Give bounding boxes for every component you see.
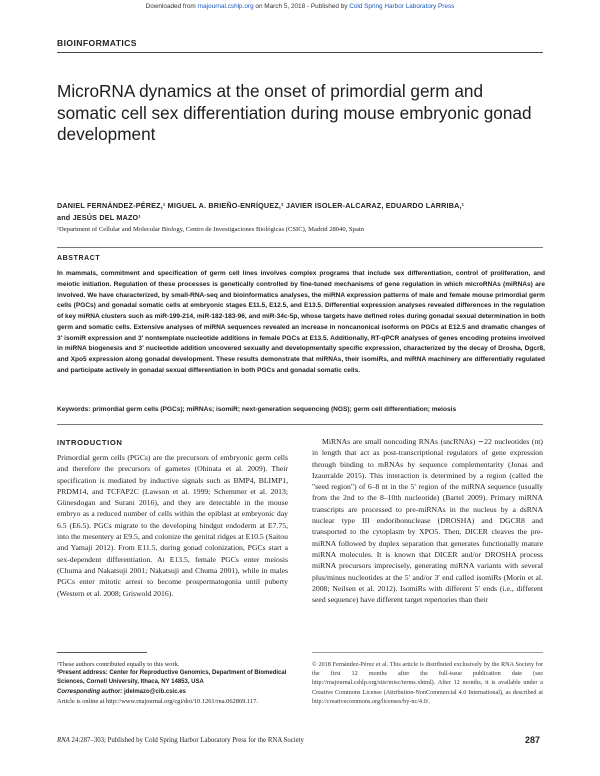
- intro-right-column: MiRNAs are small noncoding RNAs (sncRNAs) ∼22 nucleotides (nt) in length that act as post-transcriptional regulators of gene expression through binding to mRNAs by sequence complementarity (Jonas and Izaurralde 2015). This interaction is determined by a region (called the "seed region") of 6–8 nt in the 5′ region of the miRNA sequence (usually from the 2nd to the 8–10th nucleotide) (Bartel 2009). Primary miRNA transcripts are processed to pre-miRNAs in the nucleus by a dsRNA nuclear type III endoribonuclease (DROSHA) and DGCR8 and transported to the cytoplasm by XPO5. Then, DICER cleaves the pre-miRNA followed by duplex separation that generates functionally mature miRNA molecules. It is known that DICER and/or DROSHA process miRNA precursors imprecisely, generating miRNA variants with several plus/minus nucleotides at the 5′ and/or 3′ end called isomiRs (Morin et al. 2008; Neilsen et al. 2012). IsomiRs with different 5′ ends (i.e., different seed sequence) have different target repertories than their: [312, 437, 543, 605]
- footnote-present-address: ²Present address: Center for Reproductive Genomics, Department of Biomedical Sciences, Cornell University, Ithaca, NY 14853, USA: [57, 670, 287, 686]
- keywords-divider: [57, 424, 543, 425]
- corresponding-label: Corresponding author:: [57, 688, 123, 695]
- intro-left-column: Primordial germ cells (PGCs) are the precursors of embryonic germ cells and therefore the precursors of gametes (Ohinata et al. 2009). Their specification is mediated by inductive signals such as BMP4, BLIMP1, PRDM14, and TCFAP2C (Lawson et al. 1999; Schemmer et al. 2013; Günesdogan and Surani 2016), and they are detectable in the mouse embryo as a reduced number of cells within the epiblast at embryonic day 6.5 (E6.5). PGCs migrate to the developing hindgut endoderm at E7.75, into the mesentery at E9.5, and colonize the genital ridges at E10.5 (Saitou and Yamaji 2012). From E11.5, during gonad colonization, PGCs start a sex-dependent differentiation. At E13.5, female PGCs enter meiosis (Chuma and Nakatsuji 2001; Nakatsuji and Chuma 2001), while in males PGCs enter mitotic arrest to become prospermatogonia until puberty (Western et al. 2008; Griswold 2016).: [57, 453, 288, 598]
- article-online-prefix: Article is online at: [57, 697, 105, 705]
- download-banner: [0, 3, 600, 10]
- article-doi-link[interactable]: http://www.rnajournal.org/cgi/doi/10.1261/rna.062869.117.: [106, 697, 258, 705]
- footnote-equal-contribution: ¹These authors contributed equally to this work.: [57, 661, 180, 668]
- keywords-label: Keywords:: [57, 406, 91, 413]
- section-label: BIOINFORMATICS: [57, 38, 137, 48]
- affiliation: ¹Department of Cellular and Molecular Biology, Centro de Investigaciones Biológicas (CSIC), Madrid 28040, Spain: [57, 226, 364, 233]
- page-number: 287: [525, 735, 541, 745]
- header-divider: [57, 52, 543, 53]
- footnotes: [57, 660, 288, 706]
- abstract-heading: ABSTRACT: [57, 255, 101, 262]
- footer-journal: RNA: [57, 737, 70, 744]
- author-list: [57, 200, 547, 224]
- download-middle: on March 5, 2018 - Published by: [255, 3, 348, 10]
- abstract-divider: [57, 247, 543, 248]
- footer-citation-text: 24:287–303; Published by Cold Spring Harbor Laboratory Press for the RNA Society: [71, 737, 304, 744]
- publisher-link[interactable]: Cold Spring Harbor Laboratory Press: [349, 3, 455, 10]
- article-title: MicroRNA dynamics at the onset of primordial germ and somatic cell sex differentiation during mouse embryonic gonad development: [57, 81, 532, 144]
- download-prefix: Downloaded from: [145, 3, 196, 10]
- copyright-notice: © 2018 Fernández-Pérez et al. This article is distributed exclusively by the RNA Society for the first 12 months after the full-issue publication date (see http://rnajournal.cshlp.org/site/misc/terms.xhtml). After 12 months, it is available under a Creative Commons License (Attribution-NonCommercial 4.0 International), as described at http://creativecommons.org/licenses/by-nc/4.0/.: [312, 661, 543, 705]
- footnote-divider: [57, 652, 147, 653]
- introduction-heading: INTRODUCTION: [57, 438, 123, 447]
- footer-citation: [57, 737, 304, 744]
- abstract-text: In mammals, commitment and specification of germ cell lines involves complex programs that include sex differentiation, control of proliferation, and meiotic initiation. Regulation of these processes is genetically controlled by fine-tuned mechanisms of gene regulation in which microRNAs (miRNAs) are involved. We have characterized, by small-RNA-seq and bioinformatics analyses, the miRNA expression patterns of male and female mouse primordial germ cells (PGCs) and gonadal somatic cells at embryonic stages E11.5, E12.5, and E13.5. Differential expression analyses revealed differences in the regulation of key miRNA clusters such as miR-199-214, miR-182-183-96, and miR-34c-5p, whose targets have defined roles during gonadal sexual determination in both germ and somatic cells. Extensive analyses of miRNA sequences revealed an increase in noncanonical isoforms on PGCs at E12.5 and dramatic changes of 3′ isomiR expression and 3′ nontemplate nucleotide additions in female PGCs at E13.5. Additionally, RT-qPCR analyses of genes encoding proteins involved in miRNA biogenesis and 3′ nucleotide addition uncovered sexually and developmentally specific expression, characterized by the decay of Drosha, Dgcr8, and Xpo5 expression along gonadal development. These results demonstrate that miRNAs, their isomiRs, and miRNA machinery are differentially regulated and participate actively in gonadal sexual differentiation in both PGCs and gonadal somatic cells.: [57, 270, 545, 374]
- author-line-1: DANIEL FERNÁNDEZ-PÉREZ,¹ MIGUEL A. BRIEÑO-ENRÍQUEZ,² JAVIER ISOLER-ALCARAZ, EDUARDO LARRIBA,¹: [57, 201, 465, 210]
- keywords: [57, 405, 547, 416]
- corresponding-email[interactable]: jdelmazo@cib.csic.es: [124, 688, 186, 695]
- journal-site-link[interactable]: rnajournal.cshlp.org: [197, 3, 254, 10]
- keywords-text: primordial germ cells (PGCs); miRNAs; isomiR; next-generation sequencing (NGS); germ cell differentiation; meiosis: [92, 406, 457, 413]
- copyright-divider: [312, 652, 543, 653]
- author-line-2: and JESÚS DEL MAZO¹: [57, 213, 141, 222]
